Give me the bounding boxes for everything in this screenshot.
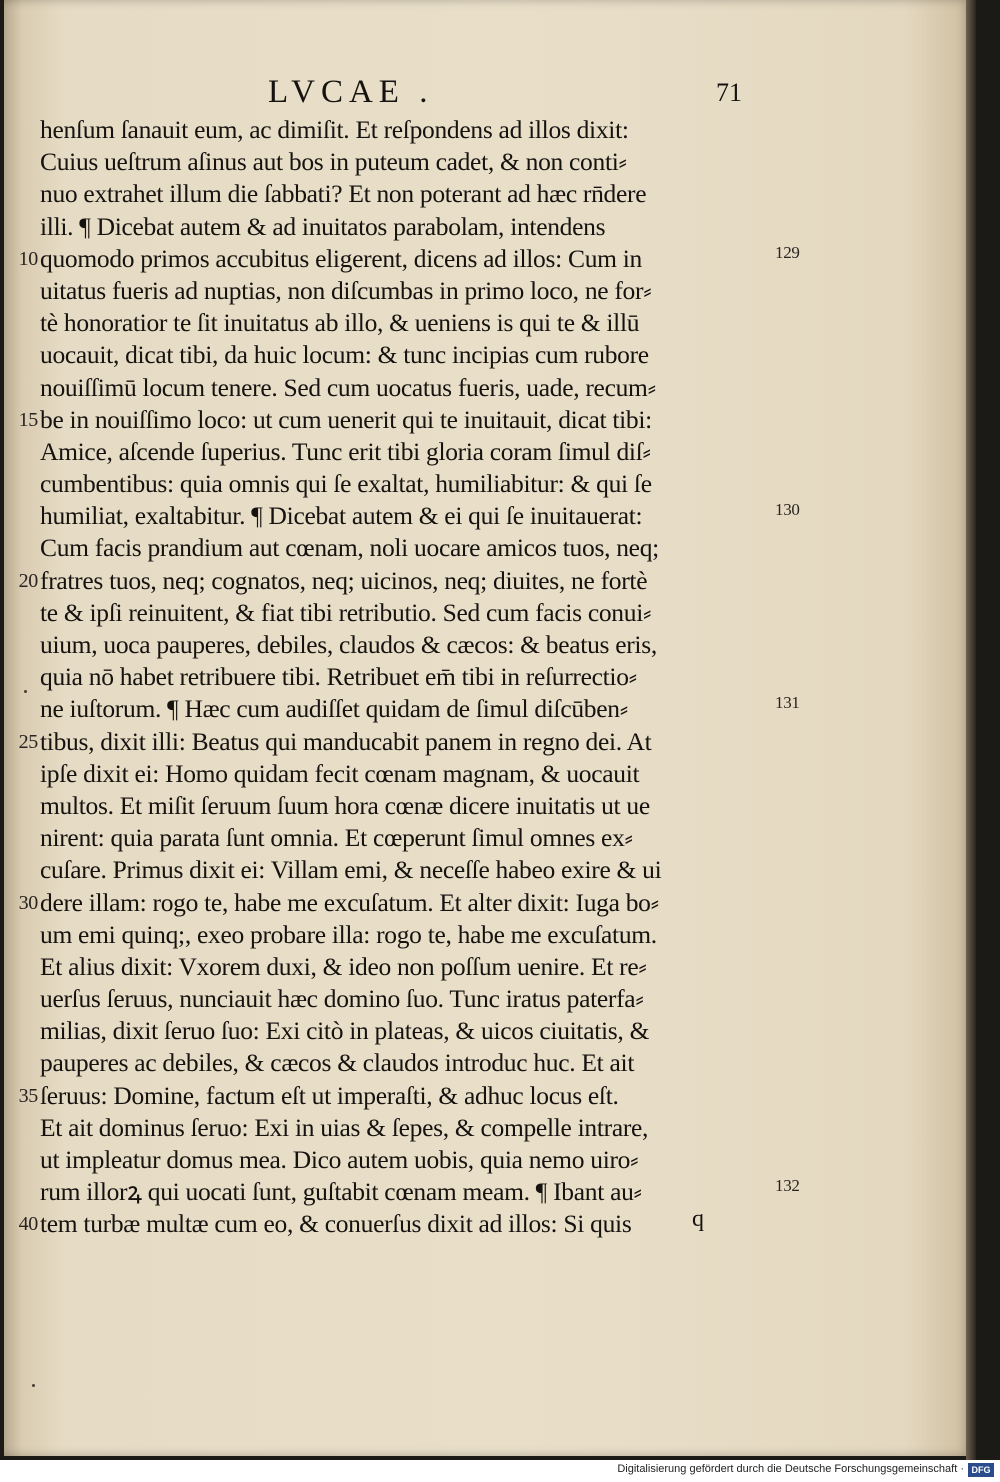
line-text: multos. Et miſit ſeruum ſuum hora cœnæ dicere inuitatis ut ue <box>40 790 650 820</box>
text-line <box>18 565 780 597</box>
line-number: 15 <box>18 408 38 431</box>
line-text: te & ipſi reinuitent, & fiat tibi retributio. Sed cum facis conui⸗ <box>40 597 652 627</box>
line-text: uitatus fueris ad nuptias, non diſcumbas in primo loco, ne for⸗ <box>40 275 652 305</box>
text-line <box>40 919 780 951</box>
line-text: pauperes ac debiles, & cæcos & claudos introduc huc. Et ait <box>40 1048 635 1078</box>
text-line <box>40 339 780 371</box>
line-number: 10 <box>18 247 38 270</box>
text-line <box>40 468 780 500</box>
line-text: uerſus ſeruus, nunciauit hæc domino ſuo. Tunc iratus paterfa⸗ <box>40 984 644 1014</box>
text-line <box>40 597 780 629</box>
text-line <box>18 1208 780 1240</box>
page-number: 71 <box>716 78 742 107</box>
line-text: be in nouiſſimo loco: ut cum uenerit qui te inuitauit, dicat tibi: <box>40 404 652 434</box>
footer-credit: Digitalisierung gefördert durch die Deutsche Forschungsgemeinschaft · <box>617 1463 964 1475</box>
line-text: henſum ſanauit eum, ac dimiſit. Et reſpondens ad illos dixit: <box>40 115 629 144</box>
text-line <box>40 758 780 790</box>
text-line <box>40 951 780 983</box>
line-text: ut impleatur domus mea. Dico autem uobis, quia nemo uiro⸗ <box>40 1145 639 1174</box>
line-text: cuſare. Primus dixit ei: Villam emi, & neceſſe habeo exire & ui <box>40 855 662 885</box>
line-text: Et ait dominus ſeruo: Exi in uias & ſepes, & compelle intrare, <box>40 1112 649 1142</box>
text-line <box>40 1144 780 1176</box>
text-line <box>18 726 780 758</box>
text-line <box>40 500 800 532</box>
text-line <box>40 629 780 661</box>
footer <box>0 1460 1000 1482</box>
line-text: fratres tuos, neq; cognatos, neq; uicinos, neq; diuites, ne fortè <box>40 565 648 595</box>
line-number: 30 <box>18 891 38 914</box>
dfg-logo: DFG <box>968 1463 994 1477</box>
line-text: quia nō habet retribuere tibi. Retribuet em̄ tibi in reſurrectio⸗ <box>40 662 637 692</box>
page-edge <box>966 0 976 1460</box>
text-line <box>40 372 780 404</box>
line-text: milias, dixit ſeruo ſuo: Exi citò in plateas, & uicos ciuitatis, & <box>40 1016 650 1046</box>
line-text: Cum facis prandium aut cœnam, noli uocare amicos tuos, neq; <box>40 533 659 563</box>
text-line <box>40 983 780 1015</box>
line-number: 35 <box>18 1084 38 1107</box>
margin-reference: 132 <box>775 1176 800 1196</box>
line-text: cumbentibus: quia omnis qui ſe exaltat, humiliabitur: & qui ſe <box>40 469 652 499</box>
margin-reference: 129 <box>775 242 800 262</box>
line-text: nouiſſimū locum tenere. Sed cum uocatus fueris, uade, recum⸗ <box>40 372 656 402</box>
text-line <box>18 404 780 436</box>
text-line <box>18 1080 780 1112</box>
line-text: Cuius ueſtrum aſinus aut bos in puteum cadet, & non conti⸗ <box>40 147 627 177</box>
line-text: quomodo primos accubitus eligerent, dicens ad illos: Cum in <box>40 243 642 273</box>
margin-reference: 131 <box>775 693 800 713</box>
text-line <box>40 822 780 854</box>
line-text: nuo extrahet illum die ſabbati? Et non poterant ad hæc rn̄dere <box>40 179 647 209</box>
ink-speck <box>32 1384 35 1387</box>
text-line <box>18 887 780 919</box>
text-block <box>18 114 800 1241</box>
text-line <box>40 275 780 307</box>
text-line <box>40 146 780 178</box>
text-line <box>40 436 780 468</box>
text-line <box>40 178 780 210</box>
line-text: humiliat, exaltabitur. ¶ Dicebat autem & ei qui ſe inuitauerat: <box>40 501 643 531</box>
text-line <box>40 1047 780 1079</box>
text-line <box>40 790 780 822</box>
line-text: uocauit, dicat tibi, da huic locum: & tunc incipias cum rubore <box>40 340 649 370</box>
page-header <box>0 74 1000 114</box>
line-text: nirent: quia parata ſunt omnia. Et cœperunt ſimul omnes ex⸗ <box>40 823 633 853</box>
line-text: uium, uoca pauperes, debiles, claudos & cæcos: & beatus eris, <box>40 630 657 659</box>
text-line <box>40 114 780 146</box>
line-text: tè honoratior te ſit inuitatus ab illo, & ueniens is qui te & illū <box>40 308 640 338</box>
line-number: 20 <box>18 569 38 592</box>
text-line <box>18 242 800 275</box>
line-number: 25 <box>18 730 38 753</box>
line-text: ne iuſtorum. ¶ Hæc cum audiſſet quidam de ſimul diſcūben⸗ <box>40 694 628 724</box>
text-line <box>40 211 780 243</box>
text-line <box>40 1112 780 1144</box>
line-text: Et alius dixit: Vxorem duxi, & ideo non poſſum uenire. Et re⸗ <box>40 951 647 981</box>
text-line <box>40 1176 800 1208</box>
line-text: rum illorꝝ qui uocati ſunt, guſtabit cœnam meam. ¶ Ibant au⸗ <box>40 1177 642 1207</box>
line-text: ſeruus: Domine, factum eſt ut imperaſti, & adhuc locus eſt. <box>40 1080 619 1110</box>
margin-reference: 130 <box>775 500 800 520</box>
running-head: LVCAE . <box>268 74 434 110</box>
ink-speck <box>24 690 27 693</box>
line-number: 40 <box>18 1213 38 1236</box>
line-text: illi. ¶ Dicebat autem & ad inuitatos parabolam, intendens <box>40 211 606 241</box>
catchword: q <box>692 1206 704 1232</box>
text-line <box>40 693 800 725</box>
text-line <box>40 1015 780 1047</box>
line-text: tem turbæ multæ cum eo, & conuerſus dixit ad illos: Si quis <box>40 1209 632 1239</box>
text-line <box>40 307 780 339</box>
line-text: tibus, dixit illi: Beatus qui manducabit panem in regno dei. At <box>40 726 652 756</box>
line-text: dere illam: rogo te, habe me excuſatum. Et alter dixit: Iuga bo⸗ <box>40 887 659 917</box>
text-line <box>40 854 780 886</box>
text-line <box>40 532 780 564</box>
line-text: um emi quinq;, exeo probare illa: rogo te, habe me excuſatum. <box>40 919 657 949</box>
text-line <box>40 661 780 693</box>
line-text: Amice, aſcende ſuperius. Tunc erit tibi gloria coram ſimul diſ⸗ <box>40 436 651 466</box>
line-text: ipſe dixit ei: Homo quidam fecit cœnam magnam, & uocauit <box>40 758 640 788</box>
